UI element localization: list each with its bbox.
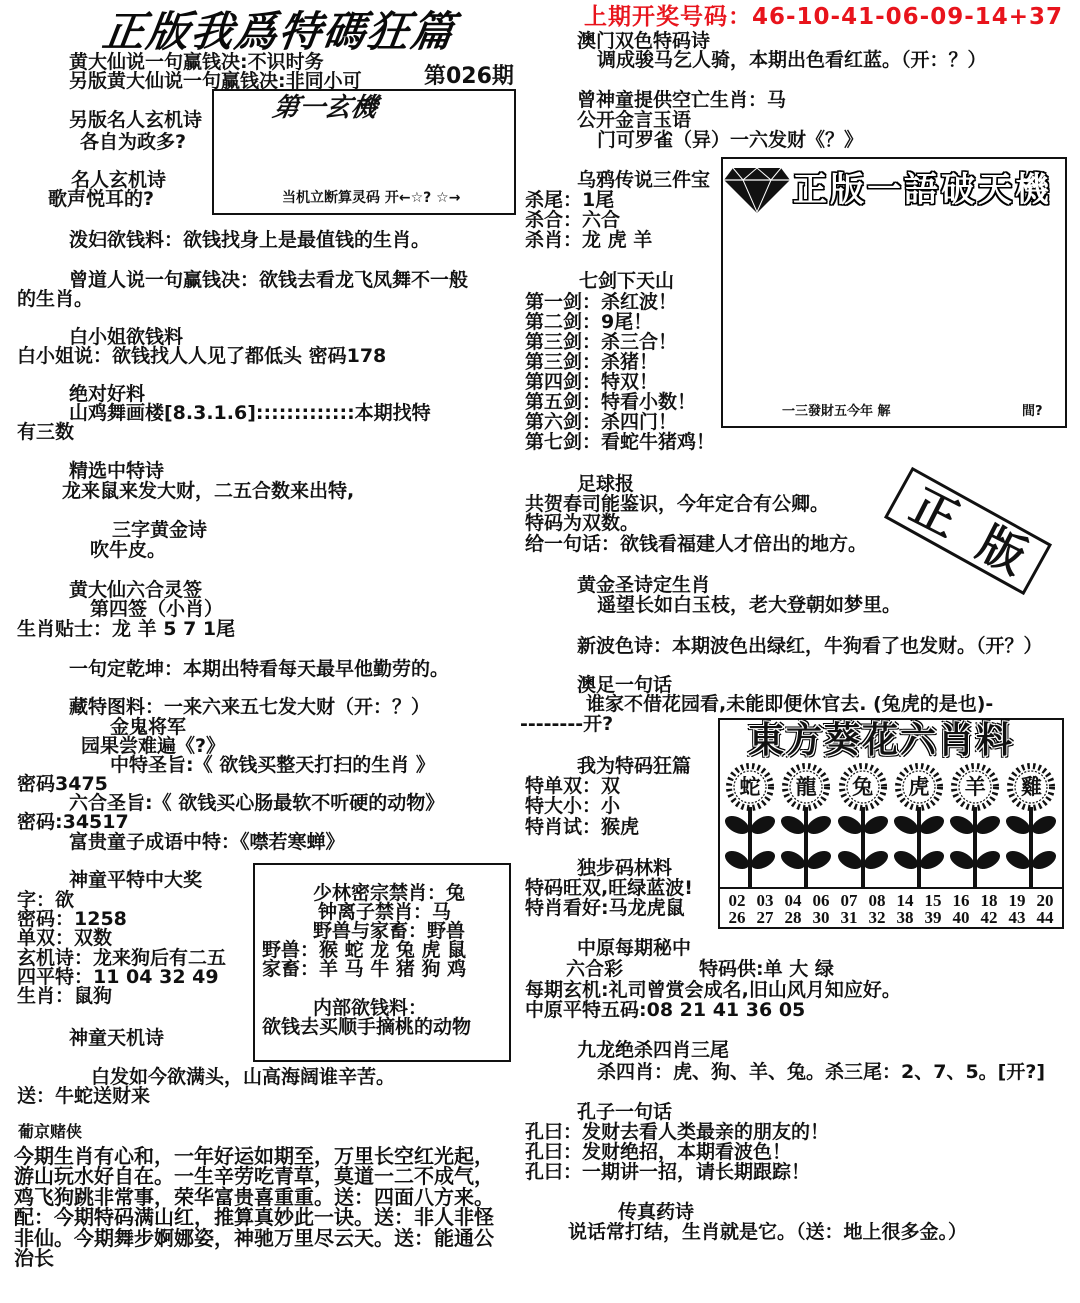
selected-poem-title: 精选中特诗 — [69, 460, 165, 482]
sunflower — [947, 763, 1003, 888]
number-cell: 19 — [1008, 891, 1026, 910]
crazy-line: 特肖试：猴虎 — [525, 816, 640, 838]
stamp-char: 正 — [901, 477, 968, 547]
diamond-icon — [723, 166, 791, 218]
number-cell: 40 — [952, 908, 970, 927]
pujing-line: 治长 — [14, 1246, 54, 1270]
pujing-line: 非仙。今期舞步婀娜姿，神驰万里尽云天。送：能通公 — [14, 1226, 494, 1250]
numbers-row-2 — [722, 909, 1060, 926]
bai-xiaojie-text: 白小姐说：欲钱找人人见了都低头 密码178 — [17, 345, 387, 367]
confucius-line: 孔曰：一期讲一招，请长期跟踪！ — [525, 1161, 811, 1183]
zeng-shentong-line: 曾神童提供空亡生肖：马 — [577, 89, 787, 111]
number-cell: 42 — [980, 908, 998, 927]
sword-line: 第一剑：杀红波！ — [525, 291, 678, 313]
shentong-line: 密码：1258 — [17, 908, 127, 930]
aozu-line: --------开? — [520, 713, 614, 735]
shentong-line: 玄机诗：龙来狗后有二五 — [17, 947, 227, 969]
sunflower-numbers — [718, 887, 1064, 929]
sword-line: 第四剑：特双！ — [525, 371, 659, 393]
sunflower — [778, 763, 834, 888]
sword-line: 第三剑：杀三合！ — [525, 331, 678, 353]
aozu-title: 澳足一句话 — [577, 674, 673, 696]
dubu-line: 特码旺双,旺绿蓝波! — [525, 877, 693, 899]
crow-line: 杀合：六合 — [525, 209, 621, 231]
diamond-box-footer-left: 一三發財五今年 解 — [782, 404, 891, 419]
confucius-line: 孔曰：发财绝招，本期看波色！ — [525, 1141, 792, 1163]
hidden-pic-line: 密码3475 — [17, 773, 108, 795]
issue-number: 第026期 — [424, 64, 514, 89]
lingqian-title: 黄大仙六合灵签 — [69, 579, 203, 601]
bai-xiaojie-title: 白小姐欲钱料 — [69, 326, 184, 348]
first-mystery-title: 第一玄機 — [270, 93, 380, 123]
number-cell: 20 — [1036, 891, 1054, 910]
diamond-box-footer-right: 間? — [1022, 404, 1043, 419]
crow-line: 杀尾：1尾 — [525, 189, 615, 211]
zhongyuan-line: 每期玄机:礼司曾赏会成名,旧山风月知应好。 — [525, 979, 901, 1001]
zeng-shentong-line: 门可罗雀（异）一六发财《？》 — [597, 129, 864, 151]
good-tip-title: 绝对好料 — [69, 383, 146, 405]
number-cell: 06 — [812, 891, 830, 910]
shentong-poem-title: 神童天机诗 — [69, 1027, 165, 1049]
football-line: 共贺春司能鉴识，今年定合有公卿。 — [525, 493, 830, 515]
dubu-title: 独步码林料 — [577, 857, 673, 879]
number-cell: 31 — [840, 908, 858, 927]
number-cell: 43 — [1008, 908, 1026, 927]
shaolin-line: 钟离子禁肖：马 — [318, 901, 452, 923]
crow-title: 乌鸦传说三件宝 — [577, 169, 711, 191]
first-mystery-footer: 当机立断算灵码 开←☆? ☆→ — [282, 190, 461, 206]
shentong-line: 字：欲 — [17, 889, 75, 911]
page-title: 正版我爲特碼狂篇 — [99, 7, 459, 56]
zhongyuan-line: 中原平特五码:08 21 41 36 05 — [525, 999, 806, 1021]
confucius-line: 孔曰：发财去看人类最亲的朋友的！ — [525, 1121, 830, 1143]
sunflower — [722, 763, 778, 888]
shaolin-line: 野兽：猴 蛇 龙 兔 虎 鼠 — [262, 939, 467, 961]
hidden-pic-line: 园果尝难遍《?》 — [81, 735, 226, 757]
alt-poem-title: 另版名人玄机诗 — [69, 109, 203, 131]
football-title: 足球报 — [577, 473, 635, 495]
pujing-line: 配：今期特码满山红，推算真妙此一诀。送：非人非怪 — [14, 1205, 494, 1229]
hidden-pic-line: 密码:34517 — [17, 811, 129, 833]
shentong-line: 单双：双数 — [17, 927, 113, 949]
sunflower — [1003, 763, 1059, 888]
wave-poem: 新波色诗：本期波色出绿红，牛狗看了也发财。（开？） — [577, 635, 1043, 657]
number-cell: 38 — [896, 908, 914, 927]
dubu-line: 特肖看好:马龙虎鼠 — [525, 897, 685, 919]
sunflower — [835, 763, 891, 888]
number-cell: 39 — [924, 908, 942, 927]
sunflower-box-title: 東方葵花六肖料 — [748, 719, 1015, 761]
fax-poem-text: 说话常打结，生肖就是它。（送：地上很多金。） — [568, 1221, 968, 1243]
number-cell: 14 — [896, 891, 914, 910]
zhongyuan-label: 六合彩 — [566, 958, 624, 980]
number-cell: 32 — [868, 908, 886, 927]
crazy-line: 特大小：小 — [525, 795, 621, 817]
zeng-daoren-line-2: 的生肖。 — [17, 288, 94, 310]
pujing-title: 葡京赌侠 — [18, 1122, 83, 1141]
sword-line: 第五剑：特看小数！ — [525, 391, 697, 413]
shaolin-line: 少林密宗禁肖：兔 — [313, 882, 466, 904]
diamond-box-title: 正版一語破天機 — [793, 170, 1052, 210]
zeng-shentong-line: 公开金言玉语 — [577, 109, 692, 131]
pofu-tip: 泼妇欲钱料：欲钱找身上是最值钱的生肖。 — [69, 229, 431, 251]
football-line: 特码为双数。 — [525, 512, 640, 534]
number-cell: 15 — [924, 891, 942, 910]
shentong-line: 四平特：11 04 32 49 — [17, 966, 219, 988]
shaolin-line: 家畜：羊 马 牛 猪 狗 鸡 — [262, 958, 467, 980]
nine-dragon-title: 九龙绝杀四肖三尾 — [577, 1039, 730, 1061]
crazy-title: 我为特码狂篇 — [577, 755, 692, 777]
number-cell: 18 — [980, 891, 998, 910]
golden-poem-text: 遥望长如白玉枝，老大登朝如梦里。 — [597, 594, 902, 616]
hidden-pic-line: 金鬼将军 — [110, 716, 187, 738]
huang-daxian-line-1: 黄大仙说一句赢钱决:不识时务 — [69, 51, 324, 73]
aozu-line: 谁家不借花园看,未能即便休官去. (兔虎的是也)- — [586, 693, 994, 715]
shaolin-line: 野兽与家畜：野兽 — [313, 920, 466, 942]
huang-daxian-line-2: 另版黄大仙说一句赢钱决:非同小可 — [69, 70, 362, 92]
zodiac-char: 雞 — [1020, 775, 1042, 799]
celeb-poem-title: 名人玄机诗 — [71, 169, 167, 191]
lingqian-tip: 生肖贴士：龙 羊 5 7 1尾 — [17, 618, 236, 640]
shaolin-inner-text: 欲钱去买顺手摘桃的动物 — [262, 1016, 472, 1038]
lingqian-sub: 第四签（小肖） — [90, 598, 224, 620]
number-cell: 44 — [1036, 908, 1054, 927]
number-cell: 30 — [812, 908, 830, 927]
number-cell: 08 — [868, 891, 886, 910]
authentic-stamp — [884, 467, 1052, 595]
zodiac-char: 兔 — [852, 775, 874, 799]
hidden-pic-line: 藏特图料：一来六来五七发大财（开：？） — [69, 696, 431, 718]
number-cell: 03 — [756, 891, 774, 910]
pujing-line: 鸡飞狗跳非常事，荣华富贵喜重重。送：四面八方来。 — [14, 1185, 494, 1209]
celeb-poem-text: 歌声悦耳的? — [48, 188, 155, 210]
number-cell: 07 — [840, 891, 858, 910]
good-tip-line-1: 山鸡舞画楼[8.3.1.6]:::::::::::::本期找特 — [69, 402, 431, 424]
macau-poem-title: 澳门双色特码诗 — [577, 30, 711, 52]
golden-poem-title: 黄金圣诗定生肖 — [577, 574, 711, 596]
three-char-poem-title: 三字黄金诗 — [112, 519, 208, 541]
one-line-tip: 一句定乾坤：本期出特看每天最早他勤劳的。 — [69, 658, 450, 680]
sword-line: 第六剑：杀四门！ — [525, 411, 678, 433]
zodiac-char: 虎 — [908, 775, 930, 799]
three-char-poem-text: 吹牛皮。 — [90, 539, 167, 561]
shentong-poem-gift: 送：牛蛇送财来 — [17, 1085, 151, 1107]
football-line: 给一句话：欲钱看福建人才倍出的地方。 — [525, 533, 868, 555]
number-cell: 26 — [728, 908, 746, 927]
stamp-char: 版 — [968, 515, 1035, 585]
alt-poem-text: 各自为政多? — [80, 131, 187, 153]
sword-line: 第三剑：杀猪！ — [525, 351, 659, 373]
zeng-daoren-line-1: 曾道人说一句赢钱决：欲钱去看龙飞凤舞不一般 — [69, 269, 469, 291]
pujing-line: 今期生肖有心和，一年好运如期至，万里长空红光起， — [14, 1144, 494, 1168]
numbers-row-1 — [722, 892, 1060, 909]
sword-line: 第二剑：9尾！ — [525, 311, 653, 333]
zhongyuan-special: 特码供:单 大 绿 — [699, 958, 834, 980]
zodiac-char: 羊 — [964, 775, 986, 799]
shentong-line: 生肖：鼠狗 — [17, 985, 113, 1007]
last-draw-numbers: 上期开奖号码：46-10-41-06-09-14+37 — [584, 4, 1064, 30]
zhongyuan-title: 中原每期秘中 — [577, 937, 692, 959]
crazy-line: 特单双：双 — [525, 775, 621, 797]
number-cell: 27 — [756, 908, 774, 927]
shaolin-inner-title: 内部欲钱料： — [313, 997, 428, 1019]
hidden-pic-line: 中特圣旨:《 欲钱买整天打扫的生肖 》 — [110, 754, 435, 776]
confucius-title: 孔子一句话 — [577, 1101, 673, 1123]
selected-poem-text: 龙来鼠来发大财，二五合数来出特, — [62, 480, 355, 502]
sunflower-row — [722, 763, 1060, 888]
hidden-pic-line: 富贵童子成语中特：《噤若寒蝉》 — [69, 831, 345, 853]
macau-poem-text: 调成骏马乞人骑，本期出色看红蓝。（开：？） — [597, 49, 987, 71]
seven-swords-title: 七剑下天山 — [579, 270, 675, 292]
fax-poem-title: 传真药诗 — [618, 1201, 695, 1223]
pujing-line: 游山玩水好自在。一生辛劳吃青草，莫道一二不成气， — [14, 1164, 494, 1188]
crow-line: 杀肖：龙 虎 羊 — [525, 229, 653, 251]
good-tip-line-2: 有三数 — [17, 421, 75, 443]
hidden-pic-line: 六合圣旨:《 欲钱买心肠最软不听硬的动物》 — [69, 792, 445, 814]
sword-line: 第七剑：看蛇牛猪鸡！ — [525, 431, 716, 453]
zodiac-char: 蛇 — [739, 775, 761, 799]
number-cell: 28 — [784, 908, 802, 927]
number-cell: 04 — [784, 891, 802, 910]
number-cell: 02 — [728, 891, 746, 910]
zodiac-char: 龍 — [795, 775, 817, 799]
nine-dragon-text: 杀四肖：虎、狗、羊、兔。杀三尾：2、7、5。[开?] — [597, 1061, 1046, 1083]
shentong-title: 神童平特中大奖 — [69, 869, 203, 891]
sunflower — [891, 763, 947, 888]
shentong-poem-text: 白发如今欲满头，山高海阔谁辛苦。 — [91, 1066, 396, 1088]
number-cell: 16 — [952, 891, 970, 910]
